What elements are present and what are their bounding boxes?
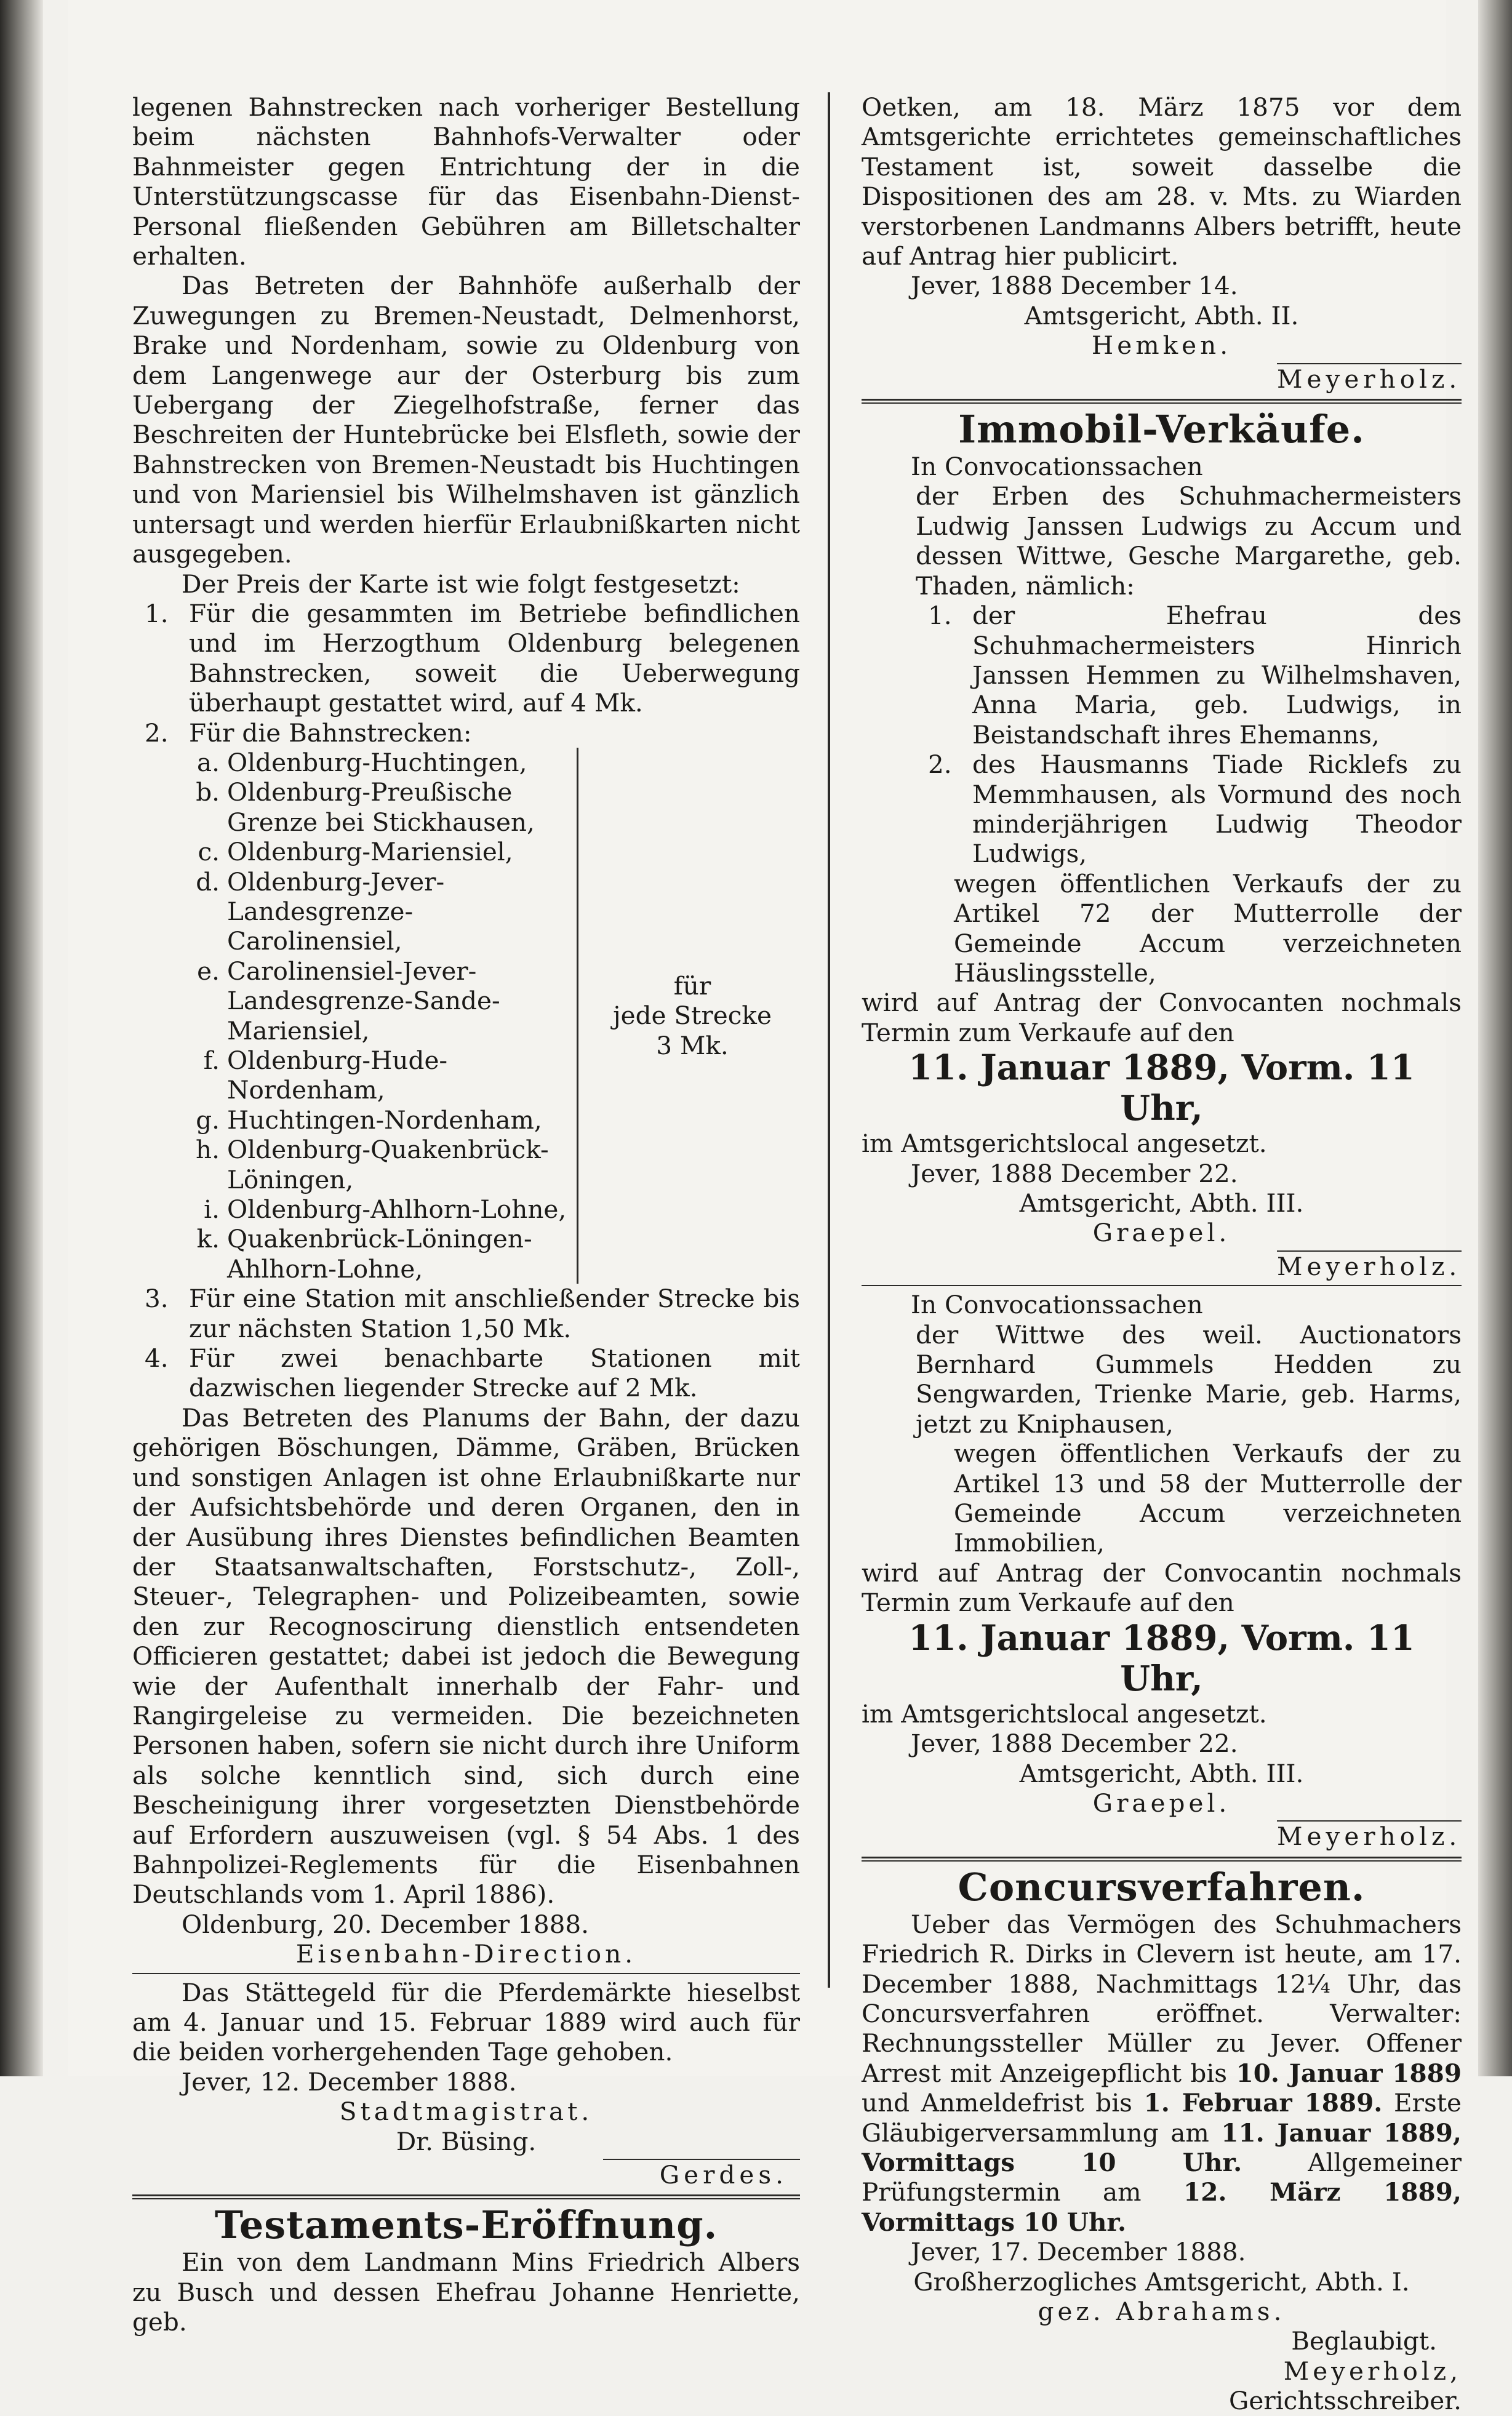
route-item: f. Oldenburg-Hude-Nordenham, [203,1046,448,1105]
place-date: Jever, 1888 December 22. [911,1729,1238,1759]
market-fee-notice: Das Stättegeld für die Pferdemärkte hieselbst am 4. Januar und 15. Februar 1889 wird auch für die beiden vorhergehenden Tage gehoben. [132,1977,800,2067]
signatory: Dr. Büsing. [396,2126,537,2156]
testament-text: Ein von dem Landmann Mins Friedrich Albers zu Busch und dessen Ehefrau Johanne Henriette, geb. [132,2247,800,2337]
item-text: Für eine Station mit anschließender Strecke bis zur nächsten Station 1,50 Mk. [189,1284,800,1343]
certification-note: Beglaubigt. [1291,2326,1437,2356]
concurs-text-part: Erste Gläubigerversammlung am [862,2088,1462,2148]
sale-party-1 [862,601,1462,750]
sale-parties: der Erben des Schuhmachermeisters Ludwig Janssen Ludwigs zu Accum und dessen Wittwe, Gesche Margarethe, geb. Thaden, nämlich: [916,481,1462,601]
section-heading: Testaments-Eröffnung. [214,2202,718,2248]
item-text: Für zwei benachbarte Stationen mit dazwischen liegender Strecke auf 2 Mk. [189,1343,800,1403]
route-item: g. Huchtingen-Nordenham, [196,1105,542,1135]
sale-object: wegen öffentlichen Verkaufs der zu Artikel 72 der Mutterrolle der Gemeinde Accum verzeichneten Häuslingsstelle, [954,868,1462,988]
issuing-authority: Stadtmagistrat. [339,2097,593,2127]
testament-continuation: Oetken, am 18. März 1875 vor dem Amtsgerichte errichtetes gemeinschaftliches Testament ist, soweit dasselbe die Dispositionen des am 28. v. Mts. zu Wiarden verstorbenen Landmanns Albers betrifft, heute auf Antrag hier publicirt. [862,92,1462,271]
concurs-deadline: 11. Januar 1889, Vormittags 10 Uhr. [862,2118,1462,2177]
sale-place: im Amtsgerichtslocal angesetzt. [862,1698,1267,1729]
column-divider [828,92,830,1988]
concurs-deadline: 10. Januar 1889 [1236,2058,1462,2088]
clerk-signature: Meyerholz. [1277,1251,1462,1281]
item-number: 4. [145,1343,169,1374]
sale-term: 11. Januar 1889, Vorm. 11 Uhr, [908,1047,1415,1129]
right-column [862,92,1462,2416]
clerk-title: Gerichtsschreiber. [1229,2386,1462,2416]
place-date: Oldenburg, 20. December 1888. [182,1909,590,1939]
item-text: Für die gesammten im Betriebe befindlichen und im Herzogthum Oldenburg belegenen Bahnstrecken, soweit die Ueberwegung überhaupt gestattet wird, auf 4 Mk. [189,598,800,718]
route-item: a. Oldenburg-Huchtingen, [196,747,527,777]
item-number: 1. [145,598,169,628]
item-text: Für die Bahnstrecken: [189,718,472,748]
place-date: Jever, 1888 December 22. [911,1158,1238,1188]
section-heading: Immobil-Verkäufe. [958,407,1365,452]
clerk-name: Meyerholz, [1283,2356,1462,2386]
signatory: Graepel. [1092,1218,1231,1248]
route-item: c. Oldenburg-Mariensiel, [198,837,513,867]
issuing-authority: Amtsgericht, Abth. III. [1019,1188,1304,1218]
issuing-authority: Eisenbahn-Direction. [295,1939,637,1969]
section-rule [862,1285,1462,1286]
route-item: b. Oldenburg-Preußische Grenze bei Stickhausen, [196,777,535,837]
place-date: Jever, 1888 December 14. [911,271,1238,301]
clerk-signature: Meyerholz. [1277,364,1462,394]
track-access-paragraph: Das Betreten des Planums der Bahn, der dazu gehörigen Böschungen, Dämme, Gräben, Brücken und sonstigen Anlagen ist ohne Erlaubnißkarte nur der Aufsichtsbehörde und deren Organen, den in der Ausübung ihres Dienstes befindlichen Beamten der Staatsanwaltschaften, Forstschutz-, Zoll-, Steuer-, Telegraphen- und Polizeibeamten, sowie den zur Recognoscirung dienstlich entsendeten Officieren gestattet; dabei ist jedoch die Bewegung wie der Aufenthalt innerhalb der Fahr- und Rangirgeleise zu vermeiden. Die bezeichneten Personen haben, sofern sie nicht durch ihre Uniform als solche kenntlich sind, sich durch eine Bescheinigung ihrer vorgesetzten Dienstbehörde auf Erfordern auszuweisen (vgl. § 54 Abs. 1 des Bahnpolizei-Reglements für die Eisenbahnen Deutschlands vom 1. April 1886). [132,1402,800,1910]
issuing-authority: Großherzogliches Amtsgericht, Abth. I. [913,2266,1410,2297]
route-price-amount: 3 Mk. [656,1030,729,1060]
section-double-rule [862,399,1462,404]
railway-notice-intro: legenen Bahnstrecken nach vorheriger Bestellung beim nächsten Bahnhofs-Verwalter oder Bahnmeister gegen Entrichtung der in die Unterstützungscasse für das Eisenbahn-Dienst-Personal fließenden Gebühren am Billetschalter erhalten. [132,92,800,271]
sale-term: 11. Januar 1889, Vorm. 11 Uhr, [908,1617,1415,1699]
concurs-deadline: 1. Februar 1889. [1143,2088,1383,2118]
route-price [578,748,800,1284]
sale-party-2 [862,750,1462,869]
sale-parties: der Wittwe des weil. Auctionators Bernhard Gummels Hedden zu Sengwarden, Trienke Marie, geb. Harms, jetzt zu Kniphausen, [916,1319,1462,1439]
concurs-text-part: und Anmeldefrist bis [862,2088,1132,2118]
route-item: h. Oldenburg-Quakenbrück-Löningen, [196,1135,549,1194]
section-rule [132,1973,800,1974]
route-item: k. Quakenbrück-Löningen-Ahlhorn-Lohne, [196,1224,532,1284]
sale-place: im Amtsgerichtslocal angesetzt. [862,1129,1267,1159]
sale-object: wegen öffentlichen Verkaufs der zu Artikel 13 und 58 der Mutterrolle der Gemeinde Accum verzeichneten Immobilien, [954,1439,1462,1558]
sale-intro: In Convocationssachen [911,452,1203,482]
concurs-text-part: Allgemeiner Prüfungstermin am [862,2147,1462,2207]
price-heading: Der Preis der Karte ist wie folgt festgesetzt: [182,569,740,599]
item-number: 1. [928,601,952,631]
route-entries [177,748,578,1284]
page-edge [1478,0,1512,2076]
sale-call: wird auf Antrag der Convocanten nochmals Termin zum Verkaufe auf den [862,988,1462,1047]
section-double-rule [862,1857,1462,1862]
item-number: 2. [145,718,169,748]
concurs-deadline: 12. März 1889, Vormittags 10 Uhr. [862,2177,1462,2237]
railway-notice-paragraph: Das Betreten der Bahnhöfe außerhalb der Zuwegungen zu Bremen-Neustadt, Delmenhorst, Brake und Nordenham, sowie zu Oldenburg von dem Langenwege aur der Osterburg bis zum Uebergang der Ziegelhofstraße, ferner das Beschreiten der Huntebrücke bei Elsfleth, sowie der Bahnstrecken von Bremen-Neustadt bis Huchtingen und von Mariensiel bis Wilhelmshaven ist gänzlich untersagt und werden hierfür Erlaubnißkarten nicht ausgegeben. [132,271,800,569]
sale-call: wird auf Antrag der Convocantin nochmals Termin zum Verkaufe auf den [862,1558,1462,1618]
place-date: Jever, 17. December 1888. [911,2237,1246,2267]
price-item-2 [132,718,800,748]
clerk-signature: Meyerholz. [1277,1822,1462,1852]
clerk-signature: Gerdes. [603,2159,800,2190]
signatory: Hemken. [1091,330,1232,361]
route-list [177,748,800,1284]
left-column [132,92,800,2337]
item-text: der Ehefrau des Schuhmachermeisters Hinrich Janssen Hemmen zu Wilhelmshaven, Anna Maria, geb. Ludwigs, in Beistandschaft ihres Ehemanns, [972,601,1462,750]
route-price-each: jede Strecke [613,1001,772,1031]
item-number: 3. [145,1284,169,1314]
sale-intro: In Convocationssachen [911,1290,1203,1320]
place-date: Jever, 12. December 1888. [182,2066,517,2097]
price-item-4 [132,1343,800,1403]
section-double-rule [132,2194,800,2199]
price-item-3 [132,1284,800,1343]
route-item: i. Oldenburg-Ahlhorn-Lohne, [204,1194,567,1225]
concurs-text-part: Ueber das Vermögen des Schuhmachers Friedrich R. Dirks in Clevern ist heute, am 17. December 1888, Nachmittags 12¼ Uhr, das Concursverfahren eröffnet. Verwalter: Rechnungssteller Müller zu Jever. Offener Arrest mit Anzeigepflicht bis [862,1909,1462,2088]
book-binding-edge [0,0,43,2076]
issuing-authority: Amtsgericht, Abth. III. [1019,1758,1304,1788]
route-item: e. Carolinensiel-Jever-Landesgrenze-Sande-Mariensiel, [197,956,500,1046]
item-number: 2. [928,750,952,780]
item-text: des Hausmanns Tiade Ricklefs zu Memmhausen, als Vormund des noch minderjährigen Ludwig Theodor Ludwigs, [972,750,1462,869]
signatory: gez. Abrahams. [1038,2297,1286,2326]
signatory: Graepel. [1092,1788,1231,1818]
issuing-authority: Amtsgericht, Abth. II. [1024,300,1299,330]
concurs-text [862,1910,1462,2237]
route-price-for: für [673,970,711,1001]
price-item-1 [132,599,800,718]
route-item: d. Oldenburg-Jever-Landesgrenze-Carolinensiel, [196,866,445,956]
section-heading: Concursverfahren. [958,1864,1366,1910]
